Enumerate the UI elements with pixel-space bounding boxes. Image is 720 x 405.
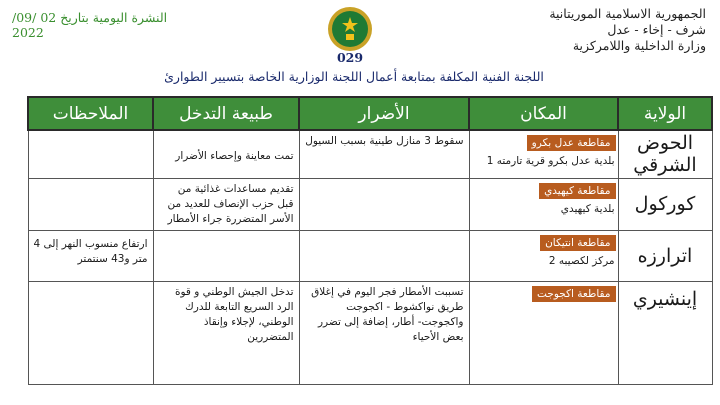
table-row (28, 230, 712, 281)
damage-cell: تسببت الأمطار فجر اليوم في إغلاق طريق نواكشوط - اكجوجت واكجوجت- أطار، إضافة إلى تضرر بعض الأحياء (299, 281, 469, 384)
emergency-report-table (27, 96, 713, 385)
header-line-ministry: وزارة الداخلية واللامركزية (572, 38, 706, 53)
place-text: بلدية عدل بكرو قرية تارمته 1 (486, 155, 615, 167)
wilaya-cell: إينشيري (618, 281, 712, 384)
location-cell (469, 230, 618, 281)
ministry-header (506, 6, 706, 54)
intervention-cell: تدخل الجيش الوطني و قوة الرد السريع التابعة للدرك الوطني، لإجلاء وإنقاذ المتضررين (153, 281, 299, 384)
location-cell (469, 281, 618, 384)
location-cell (469, 130, 618, 178)
wilaya-cell: كوركول (618, 178, 712, 230)
wilaya-cell: الحوض الشرقي (618, 130, 712, 178)
table-row (28, 130, 712, 178)
intervention-cell (153, 230, 299, 281)
table-row (28, 281, 712, 384)
national-seal-icon (327, 6, 373, 52)
intervention-cell: تمت معاينة وإحصاء الأضرار (153, 130, 299, 178)
committee-title: اللجنة الفنية المكلفة بمتابعة أعمال اللجنة الوزارية الخاصة بتسيير الطوارئ (164, 69, 544, 84)
wilaya-cell: اترارزه (618, 230, 712, 281)
damage-cell (299, 230, 469, 281)
damage-cell: سقوط 3 منازل طينية بسبب السيول (299, 130, 469, 178)
damage-cell (299, 178, 469, 230)
notes-cell (28, 130, 153, 178)
bulletin-date: النشرة اليومية بتاريخ 02 /09/ 2022 (12, 10, 168, 40)
notes-cell (28, 178, 153, 230)
col-header-intervention: طبيعة التدخل (153, 97, 299, 130)
moughataa-badge: مقاطعة عدل بكرو (527, 135, 616, 151)
place-text: مركز لكصيبه 2 (548, 254, 615, 267)
header-line-motto: شرف - إخاء - عدل (607, 22, 706, 37)
place-text: بلدية كيهيدي (560, 202, 615, 215)
moughataa-badge: مقاطعة انتيكان (540, 235, 615, 251)
location-cell (469, 178, 618, 230)
bulletin-number: 029 (336, 50, 364, 65)
notes-cell (28, 281, 153, 384)
col-header-wilaya: الولاية (618, 97, 712, 130)
moughataa-badge: مقاطعة اكجوجت (532, 286, 615, 302)
col-header-damage: الأضرار (299, 97, 469, 130)
header-line-republic: الجمهورية الاسلامية الموريتانية (549, 6, 706, 21)
moughataa-badge: مقاطعة كيهيدي (539, 183, 615, 199)
intervention-cell: تقديم مساعدات غذائية من قبل حزب الإنصاف للعديد من الأسر المتضررة جراء الأمطار (153, 178, 299, 230)
notes-cell: ارتفاع منسوب النهر إلى 4 متر و43 سنتمتر (28, 230, 153, 281)
table-header-row (28, 97, 712, 130)
col-header-notes: الملاحظات (28, 97, 153, 130)
table-row (28, 178, 712, 230)
col-header-location: المكان (469, 97, 618, 130)
